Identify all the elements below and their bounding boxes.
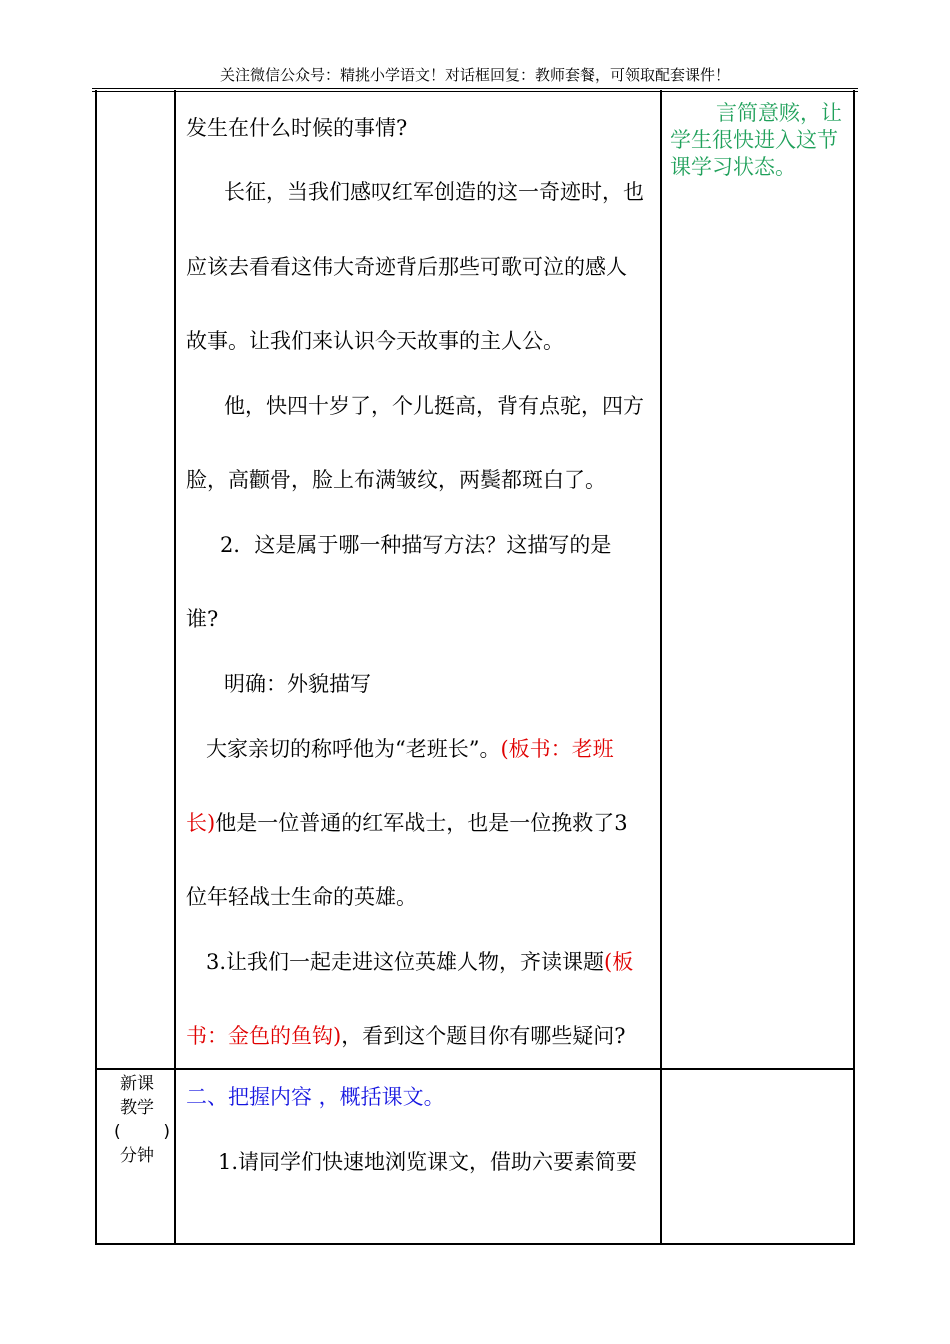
- section-heading: 二、把握内容 ，概括课文。: [186, 1085, 445, 1109]
- board-note: 长): [186, 811, 216, 835]
- paren-open: (: [114, 1122, 121, 1142]
- board-note: (板书：老班: [500, 737, 614, 761]
- paren-close: ): [163, 1122, 170, 1142]
- paragraph: 故事。让我们来认识今天故事的主人公。: [186, 329, 564, 353]
- paragraph-text: ，看到这个题目你有哪些疑问?: [341, 1024, 626, 1048]
- note-line: 学生很快进入这节: [670, 128, 838, 152]
- paragraph: 位年轻战士生命的英雄。: [186, 885, 417, 909]
- paragraph: 1.请同学们快速地浏览课文，借助六要素简要: [218, 1150, 638, 1174]
- note-line: 言简意赅，让: [716, 101, 842, 125]
- paragraph: 脸，高颧骨，脸上布满皱纹，两鬓都斑白了。: [186, 468, 606, 492]
- board-note: (板: [604, 950, 634, 974]
- note-line: 课学习状态。: [670, 155, 796, 179]
- page-header: 关注微信公众号：精挑小学语文！对话框回复：教师套餐，可领取配套课件！: [219, 66, 730, 84]
- table-border-right: [853, 90, 855, 1245]
- duration-blank: [100, 1120, 174, 1144]
- paragraph: [186, 1022, 661, 1050]
- paragraph: [186, 735, 661, 763]
- label-line: 分钟: [120, 1146, 154, 1166]
- teaching-note: [670, 100, 852, 181]
- paragraph: 2．这是属于哪一种描写方法？这描写的是: [220, 533, 612, 557]
- paragraph: 应该去看看这伟大奇迹背后那些可歌可泣的感人: [186, 255, 627, 279]
- paragraph: [186, 948, 661, 976]
- table-border-bottom: [95, 1243, 855, 1245]
- row-divider: [95, 1068, 855, 1070]
- board-note: 书：金色的鱼钩): [186, 1024, 342, 1048]
- paragraph-text: 3.让我们一起走进这位英雄人物，齐读课题: [206, 950, 605, 974]
- paragraph-text: 大家亲切的称呼他为“老班长”。: [206, 737, 501, 761]
- header-rule: [92, 88, 858, 89]
- paragraph: 他，快四十岁了，个儿挺高，背有点驼，四方: [224, 394, 644, 418]
- paragraph-text: 他是一位普通的红军战士，也是一位挽救了3: [215, 811, 628, 835]
- label-line: 教学: [120, 1098, 154, 1118]
- section-label: [100, 1072, 174, 1168]
- table-divider-1: [174, 90, 176, 1245]
- paragraph: 长征，当我们感叹红军创造的这一奇迹时，也: [224, 180, 644, 204]
- header-rule-2: [92, 91, 858, 92]
- answer-line: 明确：外貌描写: [224, 672, 371, 696]
- paragraph: [186, 809, 661, 837]
- paragraph: 发生在什么时候的事情?: [186, 116, 408, 140]
- table-border-left: [95, 90, 97, 1245]
- paragraph: 谁?: [186, 607, 219, 631]
- label-line: 新课: [120, 1074, 154, 1094]
